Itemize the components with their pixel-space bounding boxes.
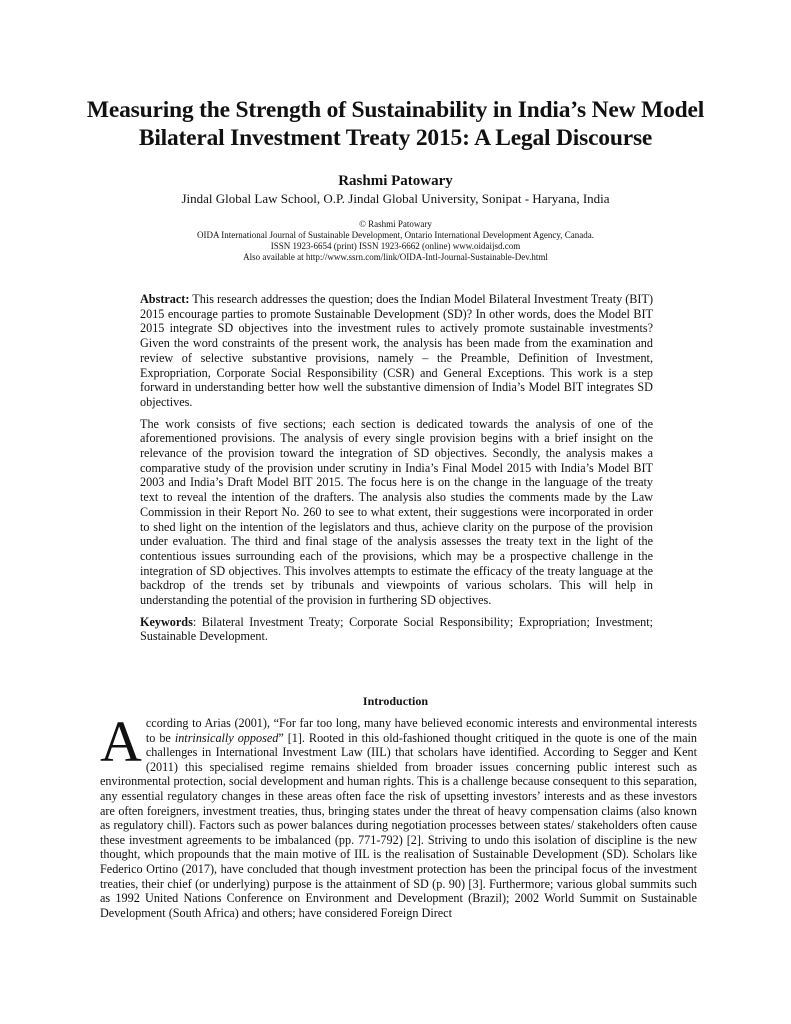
intro-italic-phrase: intrinsically opposed [174,730,279,745]
publication-meta [0,219,791,263]
abstract-label: Abstract: [140,292,190,306]
abstract-text: This research addresses the question; does the Indian Model Bilateral Investment Treaty (BIT) 2015 encourage parties to promote Sustainable Development (SD)? In other words, does the Model BIT 2015 integrate SD objectives into the investment rules to actively promote sustainable investments? Given the word constraints of the present work, the analysis has been made from the examination and review of selective substantive provisions, namely – the Preamble, Definition of Investment, Expropriation, Corporate Social Responsibility (CSR) and General Exceptions. This work is a step forward in understanding better how well the substantive dimension of India’s Model BIT integrates SD objectives. [140,292,653,409]
keywords-label: Keywords [140,614,193,629]
introduction-body [100,709,698,920]
introduction-paragraph [100,709,698,920]
author-name: Rashmi Patowary [338,173,453,189]
availability-line: Also available at http://www.ssrn.com/link/OIDA-Intl-Journal-Sustainable-Dev.html [243,252,548,262]
drop-cap: A [100,709,142,774]
introduction-heading: Introduction [362,694,429,708]
issn-line: ISSN 1923-6654 (print) ISSN 1923-6662 (online) www.oidaijsd.com [270,241,521,251]
journal-line: OIDA International Journal of Sustainable Development, Ontario International Development Agency, Canada. [196,230,595,240]
paper-title: Measuring the Strength of Sustainability in India’s New Model Bilateral Investment Treaty 2015: A Legal Discourse [86,97,705,151]
author-affiliation: Jindal Global Law School, O.P. Jindal Global University, Sonipat - Haryana, India [181,191,610,206]
abstract-section [140,292,653,651]
intro-text-rest: ” [1]. Rooted in this old-fashioned thought critiqued in the quote is one of the main challenges in International Investment Law (IIL) that scholars have identified. According to Segger and Kent (2011) this specialised regime remains shielded from broader issues concerning public interest such as environmental protection, social development and human rights. This is a challenge because consequent to this separation, any essential regulatory changes in these areas often face the risk of upsetting investors’ interests and as these investors are often foreigners, investment treaties, thus, bringing states under the threat of heavy compensation claims (also known as regulatory chill). Factors such as power balances during negotiation processes between states/ stakeholders often cause these investment agreements to be imbalanced (pp. 771-792) [2]. Striving to undo this isolation of discipline is the new thought, which propounds that the main motive of IIL is the realisation of Sustainable Development (SD). Scholars like Federico Ortino (2017), have concluded that though investment protection has been the principal focus of the investment treaties, their chief (or underlying) purpose is the attainment of SD (p. 90) [3]. Furthermore; various global summits such as 1992 United Nations Conference on Environment and Development (Brazil); 2002 World Summit on Sustainable Development (South Africa) and others; have considered Foreign Direct [100,730,698,920]
abstract-paragraph-1 [140,292,653,410]
copyright-line: © Rashmi Patowary [359,219,432,229]
keywords-paragraph [140,615,653,644]
intro-text-start: ccording to Arias (2001), “For far too long, many have believed economic interests and environmental interests to be [145,716,697,745]
keywords-text: : Bilateral Investment Treaty; Corporate Social Responsibility; Expropriation; Investment; Sustainable Development. [140,614,653,644]
abstract-paragraph-2: The work consists of five sections; each section is dedicated towards the analysis of one of the aforementioned provisions. The analysis of every single provision begins with a brief insight on the relevance of the provision toward the integration of SD objectives. Secondly, the analysis makes a comparative study of the provision under scrutiny in India’s Final Model 2015 with India’s Model BIT 2003 and India’s Draft Model BIT 2015. The focus here is on the change in the language of the treaty text to reveal the intention of the drafters. The analysis also studies the comments made by the Law Commission in their Report No. 260 to see to what extent, their suggestions were incorporated in order to shed light on the intention of the legislators and thus, achieve clarity on the purpose of the provision under evaluation. The third and final stage of the analysis assesses the treaty text in the light of the contentious issues surrounding each of the provisions, which may be a prospective challenge in the integration of SD objectives. This involves attempts to estimate the efficacy of the treaty language at the backdrop of the trends set by tribunals and viewpoints of various scholars. This will help in understanding the potential of the provision in furthering SD objectives. [140,416,653,608]
